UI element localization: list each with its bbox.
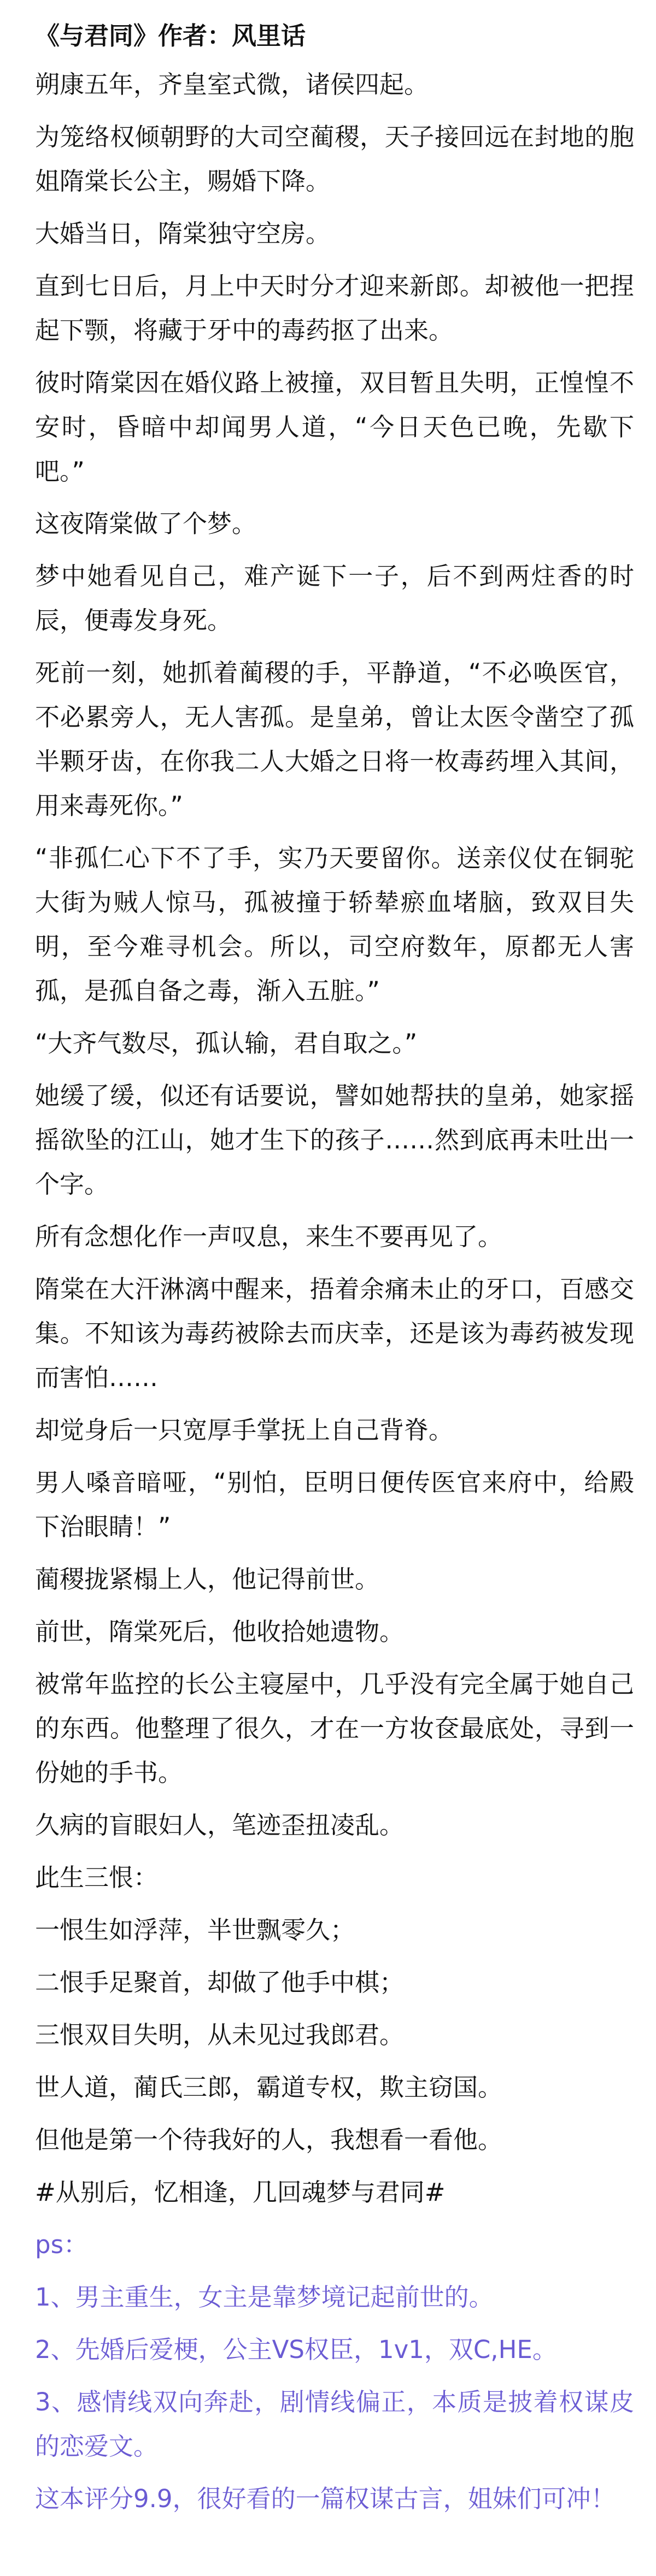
story-paragraph: 她缓了缓，似还有话要说，譬如她帮扶的皇弟，她家摇摇欲坠的江山，她才生下的孩子……然到底再未吐出一个字。 bbox=[35, 1081, 634, 1199]
story-paragraph: 世人道，蔺氏三郎，霸道专权，欺主窃国。 bbox=[35, 2073, 503, 2102]
hashtag-line: #从别后，忆相逢，几回魂梦与君同# bbox=[35, 2178, 446, 2207]
story-paragraph: “大齐气数尽，孤认输，君自取之。” bbox=[35, 1029, 418, 1058]
story-paragraph: 为笼络权倾朝野的大司空蔺稷，天子接回远在封地的胞姐隋棠长公主，赐婚下降。 bbox=[35, 122, 634, 196]
ps-item: 1、男主重生，女主是靠梦境记起前世的。 bbox=[35, 2283, 494, 2312]
story-paragraph: “非孤仁心下不了手，实乃天要留你。送亲仪仗在铜驼大街为贼人惊马，孤被撞于轿辇瘀血堵脑，致双目失明，至今难寻机会。所以，司空府数年，原都无人害孤，是孤自备之毒，渐入五脏。” bbox=[35, 844, 634, 1005]
story-paragraph: 隋棠在大汗淋漓中醒来，捂着余痛未止的牙口，百感交集。不知该为毒药被除去而庆幸，还是该为毒药被发现而害怕…… bbox=[35, 1275, 634, 1392]
story-paragraph: 这夜隋棠做了个梦。 bbox=[35, 509, 257, 538]
story-paragraph: 前世，隋棠死后，他收拾她遗物。 bbox=[35, 1617, 405, 1646]
story-paragraph: 此生三恨： bbox=[35, 1863, 159, 1892]
story-paragraph: 直到七日后，月上中天时分才迎来新郎。却被他一把捏起下颚，将藏于牙中的毒药抠了出来。 bbox=[35, 272, 634, 345]
story-paragraph: 死前一刻，她抓着蔺稷的手，平静道，“不必唤医官，不必累旁人，无人害孤。是皇弟，曾让太医令凿空了孤半颗牙齿，在你我二人大婚之日将一枚毒药埋入其间，用来毒死你。” bbox=[35, 658, 634, 820]
story-paragraph: 彼时隋棠因在婚仪路上被撞，双目暂且失明，正惶惶不安时，昏暗中却闻男人道，“今日天色已晚，先歇下吧。” bbox=[35, 368, 634, 486]
story-paragraph: 久病的盲眼妇人，笔迹歪扭凌乱。 bbox=[35, 1811, 405, 1840]
ps-item: 2、先婚后爱梗，公主VS权臣，1v1，双C,HE。 bbox=[35, 2335, 557, 2364]
story-paragraph: 朔康五年，齐皇室式微，诸侯四起。 bbox=[35, 70, 429, 99]
story-paragraph: 却觉身后一只宽厚手掌抚上自己背脊。 bbox=[35, 1416, 454, 1445]
ps-item: 3、感情线双向奔赴，剧情线偏正，本质是披着权谋皮的恋爱文。 bbox=[35, 2388, 634, 2461]
ps-label: ps： bbox=[35, 2230, 89, 2259]
story-paragraph: 被常年监控的长公主寝屋中，几乎没有完全属于她自己的东西。他整理了很久，才在一方妆奁最底处，寻到一份她的手书。 bbox=[35, 1670, 634, 1787]
story-paragraph: 二恨手足聚首，却做了他手中棋； bbox=[35, 1968, 405, 1997]
story-paragraph: 梦中她看见自己，难产诞下一子，后不到两炷香的时辰，便毒发身死。 bbox=[35, 562, 634, 635]
ps-rating-note: 这本评分9.9，很好看的一篇权谋古言，姐妹们可冲！ bbox=[35, 2484, 616, 2513]
story-paragraph: 但他是第一个待我好的人，我想看一看他。 bbox=[35, 2125, 503, 2154]
story-paragraph: 所有念想化作一声叹息，来生不要再见了。 bbox=[35, 1222, 503, 1251]
story-paragraph: 大婚当日，隋棠独守空房。 bbox=[35, 219, 331, 248]
story-paragraph: 一恨生如浮萍，半世飘零久； bbox=[35, 1915, 355, 1944]
post-title: 《与君同》作者：风里话 bbox=[35, 21, 306, 50]
story-paragraph: 蔺稷拢紧榻上人，他记得前世。 bbox=[35, 1565, 380, 1594]
story-paragraph: 三恨双目失明，从未见过我郎君。 bbox=[35, 2020, 405, 2049]
story-paragraph: 男人嗓音暗哑，“别怕，臣明日便传医官来府中，给殿下治眼睛！” bbox=[35, 1468, 634, 1541]
